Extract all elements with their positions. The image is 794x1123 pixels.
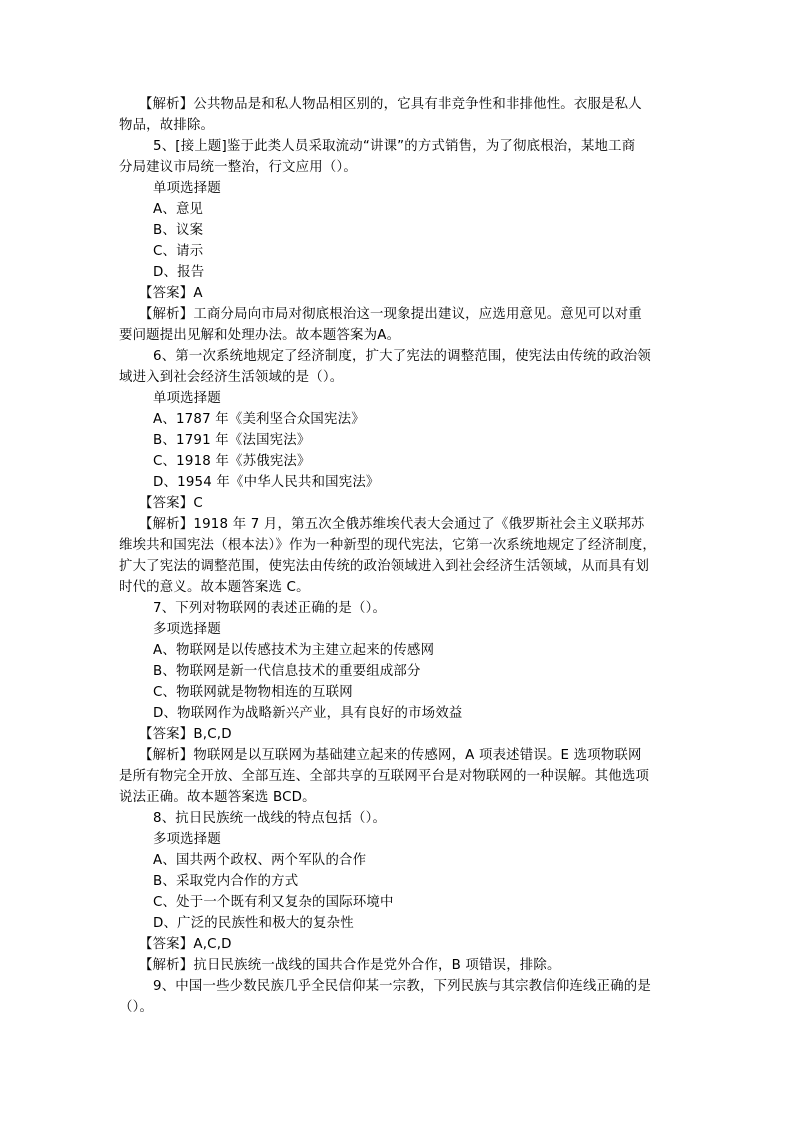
text-line: B、物联网是新一代信息技术的重要组成部分 xyxy=(153,664,421,679)
text-line: 多项选择题 xyxy=(153,832,221,847)
text-line: 【解析】抗日民族统一战线的国共合作是党外合作，B 项错误，排除。 xyxy=(139,958,561,973)
text-line: D、广泛的民族性和极大的复杂性 xyxy=(153,916,354,931)
text-line: 多项选择题 xyxy=(153,622,221,637)
text-line: 单项选择题 xyxy=(153,391,221,406)
text-line: 5、[接上题]鉴于此类人员采取流动“讲课”的方式销售，为了彻底根治，某地工商 xyxy=(153,139,636,154)
text-line: C、请示 xyxy=(153,244,204,259)
text-line: 【答案】A xyxy=(139,286,203,301)
text-line: A、国共两个政权、两个军队的合作 xyxy=(153,853,367,868)
text-line: 8、抗日民族统一战线的特点包括（）。 xyxy=(153,811,387,826)
text-line: B、议案 xyxy=(153,223,204,238)
text-line: 【答案】C xyxy=(139,496,203,511)
text-line: D、1954 年《中华人民共和国宪法》 xyxy=(153,475,380,490)
text-line: 是所有物完全开放、全部互连、全部共享的互联网平台是对物联网的一种误解。其他选项 xyxy=(119,769,650,784)
text-line: 【解析】公共物品是和私人物品相区别的，它具有非竞争性和非排他性。衣服是私人 xyxy=(139,97,642,112)
text-line: 分局建议市局统一整治，行文应用（）。 xyxy=(119,160,357,175)
text-line: A、物联网是以传感技术为主建立起来的传感网 xyxy=(153,643,435,658)
text-line: 9、中国一些少数民族几乎全民信仰某一宗教，下列民族与其宗教信仰连线正确的是 xyxy=(153,979,651,994)
text-line: 6、第一次系统地规定了经济制度，扩大了宪法的调整范围，使宪法由传统的政治领 xyxy=(153,349,651,364)
text-line: B、1791 年《法国宪法》 xyxy=(153,433,311,448)
text-line: A、1787 年《美利坚合众国宪法》 xyxy=(153,412,365,427)
text-line: C、处于一个既有利又复杂的国际环境中 xyxy=(153,895,394,910)
text-line: 【解析】物联网是以互联网为基础建立起来的传感网，A 项表述错误。E 选项物联网 xyxy=(139,748,642,763)
text-line: 要问题提出见解和处理办法。故本题答案为A。 xyxy=(119,328,401,343)
text-line: B、采取党内合作的方式 xyxy=(153,874,299,889)
text-line: D、报告 xyxy=(153,265,205,280)
text-line: C、物联网就是物物相连的互联网 xyxy=(153,685,353,700)
text-line: 维埃共和国宪法（根本法）》作为一种新型的现代宪法，它第一次系统地规定了经济制度， xyxy=(119,538,656,553)
text-line: 【解析】1918 年 7 月，第五次全俄苏维埃代表大会通过了《俄罗斯社会主义联邦苏 xyxy=(139,517,645,532)
text-line: 物品，故排除。 xyxy=(119,118,215,133)
text-line: 【答案】B,C,D xyxy=(139,727,232,742)
text-line: 时代的意义。故本题答案选 C。 xyxy=(119,580,310,595)
text-line: 域进入到社会经济生活领域的是（）。 xyxy=(119,370,344,385)
text-line: A、意见 xyxy=(153,202,204,217)
text-line: 【答案】A,C,D xyxy=(139,937,232,952)
text-line: 【解析】工商分局向市局对彻底根治这一现象提出建议，应选用意见。意见可以对重 xyxy=(139,307,642,322)
text-line: 扩大了宪法的调整范围，使宪法由传统的政治领域进入到社会经济生活领域，从而具有划 xyxy=(119,559,650,574)
text-line: D、物联网作为战略新兴产业，具有良好的市场效益 xyxy=(153,706,463,721)
text-line: 单项选择题 xyxy=(153,181,221,196)
text-line: C、1918 年《苏俄宪法》 xyxy=(153,454,311,469)
text-line: 7、下列对物联网的表述正确的是（）。 xyxy=(153,601,387,616)
text-line: 说法正确。故本题答案选 BCD。 xyxy=(119,790,316,805)
text-line: （）。 xyxy=(119,1000,154,1015)
